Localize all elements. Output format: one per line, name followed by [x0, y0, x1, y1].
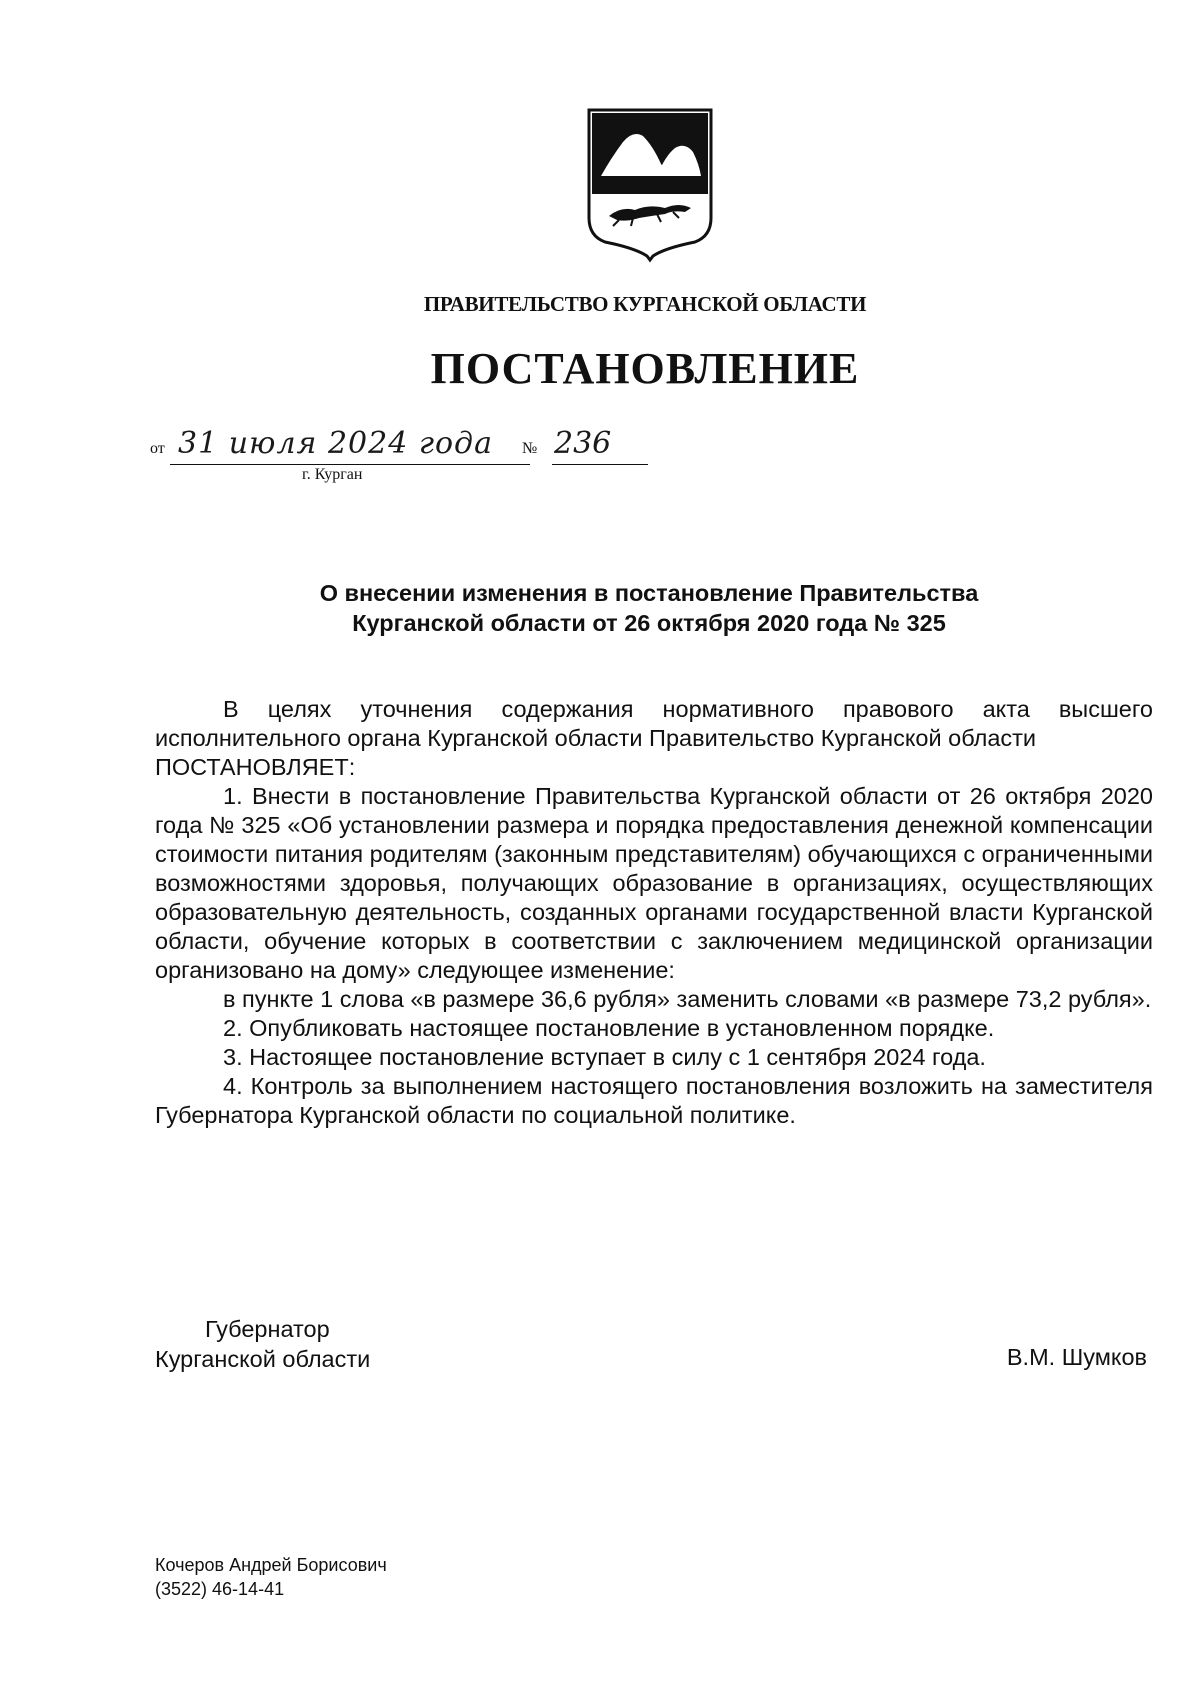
handwritten-number: 236 [554, 426, 612, 461]
signatory-title [155, 1314, 370, 1374]
city-label: г. Курган [302, 466, 363, 483]
signatory-title-line: Курганской области [155, 1346, 371, 1372]
document-type-title: ПОСТАНОВЛЕНИЕ [430, 344, 860, 393]
body-item: 1. Внести в постановление Правительства Курганской области от 26 октября 2020 года № 325 «Об установлении размера и порядка предоставления денежной компенсации стоимости питания родителям (законным представителям) обучающихся с ограниченными возможностями здоровья, получающих образование в организациях, осуществляющих образовательную деятельность, созданных органами государственной власти Курганской области, обучение которых в соответствии с заключением медицинской организации организовано на дому» следующее изменение: [155, 783, 1153, 983]
date-underline [170, 464, 530, 465]
contact-phone: (3522) 46-14-41 [155, 1579, 285, 1599]
coat-of-arms-emblem [587, 108, 713, 264]
contact-name: Кочеров Андрей Борисович [155, 1555, 387, 1575]
number-underline [552, 464, 648, 465]
document-body [155, 695, 1153, 1130]
decree-word: ПОСТАНОВЛЯЕТ: [155, 754, 356, 780]
document-subject [150, 578, 1148, 638]
contact-info [155, 1553, 387, 1601]
subject-line: О внесении изменения в постановление Правительства [319, 580, 979, 606]
handwritten-date: 31 июля 2024 года [178, 426, 493, 461]
subject-line: Курганской области от 26 октября 2020 года № 325 [352, 610, 946, 636]
signatory-name: В.М. Шумков [1006, 1344, 1147, 1370]
preamble-paragraph: В целях уточнения содержания нормативного правового акта высшего исполнительного органа Курганской области Правительство Курганской области [155, 696, 1153, 751]
date-number-line [150, 426, 650, 466]
issuing-authority: ПРАВИТЕЛЬСТВО КУРГАНСКОЙ ОБЛАСТИ [423, 292, 867, 316]
body-item-change: в пункте 1 слова «в размере 36,6 рубля» заменить словами «в размере 73,2 рубля». [223, 986, 1152, 1012]
body-item: 4. Контроль за выполнением настоящего постановления возложить на заместителя Губернатора Курганской области по социальной политике. [155, 1073, 1153, 1128]
body-item: 3. Настоящее постановление вступает в силу с 1 сентября 2024 года. [223, 1044, 986, 1070]
signatory-title-line: Губернатор [205, 1316, 330, 1342]
date-from-label: от [150, 440, 165, 457]
body-item: 2. Опубликовать настоящее постановление в установленном порядке. [223, 1015, 995, 1041]
number-label: № [522, 440, 538, 457]
